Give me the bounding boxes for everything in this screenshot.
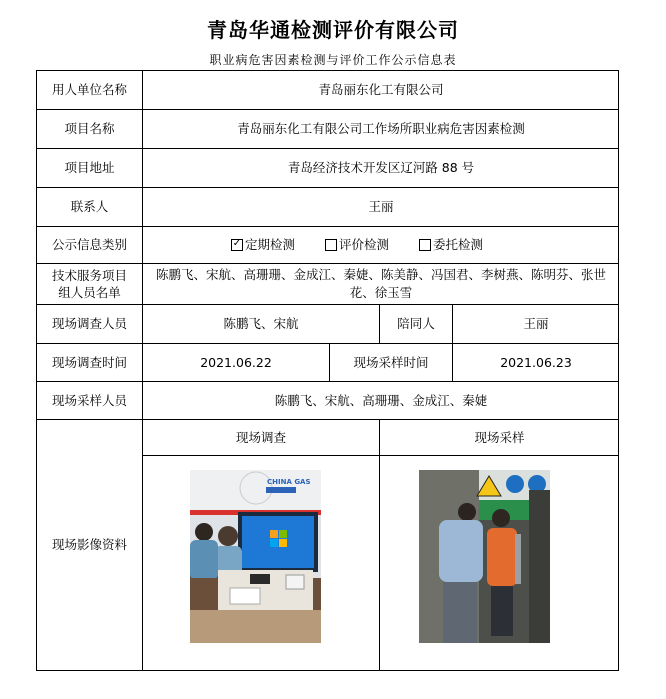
category-options [143,227,619,264]
checkbox-empty-icon[interactable] [325,239,337,251]
images-col-sampling: 现场采样 [380,420,619,456]
survey-staff-value: 陈鹏飞、宋航 [143,305,380,344]
survey-photo [190,470,321,643]
tech-staff-value: 陈鹏飞、宋航、高珊珊、金成江、秦婕、陈美静、冯国君、李树燕、陈明芬、张世花、徐玉雪 [143,264,619,305]
sampling-photo [419,470,550,643]
checkbox-checked-icon[interactable] [231,239,243,251]
survey-time-label: 现场调查时间 [37,344,143,382]
sampling-staff-label: 现场采样人员 [37,382,143,420]
survey-staff-label: 现场调查人员 [37,305,143,344]
form-subtitle: 职业病危害因素检测与评价工作公示信息表 [209,53,457,67]
category-label: 公示信息类别 [37,227,143,264]
employer-label: 用人单位名称 [37,71,143,110]
sampling-staff-value: 陈鹏飞、宋航、高珊珊、金成江、秦婕 [143,382,619,420]
category-option-commissioned[interactable]: 委托检测 [419,235,483,254]
accompany-label: 陪同人 [380,305,453,344]
sampling-photo-image [419,470,550,643]
contact-value: 王丽 [143,188,619,227]
contact-label: 联系人 [37,188,143,227]
accompany-value: 王丽 [453,305,619,344]
category-option-periodic[interactable]: ✓ 定期检测 [231,235,295,254]
company-title: 青岛华通检测评价有限公司 [207,18,459,42]
project-label: 项目名称 [37,110,143,149]
sampling-time-label: 现场采样时间 [330,344,453,382]
category-option-evaluation[interactable]: 评价检测 [325,235,389,254]
checkbox-empty-icon[interactable] [419,239,431,251]
employer-value: 青岛丽东化工有限公司 [143,71,619,110]
banner-text: CHINA GAS [267,478,311,486]
images-label: 现场影像资料 [37,420,143,670]
sampling-time-value: 2021.06.23 [453,344,619,382]
project-value: 青岛丽东化工有限公司工作场所职业病危害因素检测 [143,110,619,149]
address-value: 青岛经济技术开发区辽河路 88 号 [143,149,619,188]
tech-staff-label: 技术服务项目 组人员名单 [37,264,143,305]
survey-photo-image [190,470,321,643]
address-label: 项目地址 [37,149,143,188]
images-col-survey: 现场调查 [143,420,380,456]
survey-time-value: 2021.06.22 [143,344,330,382]
